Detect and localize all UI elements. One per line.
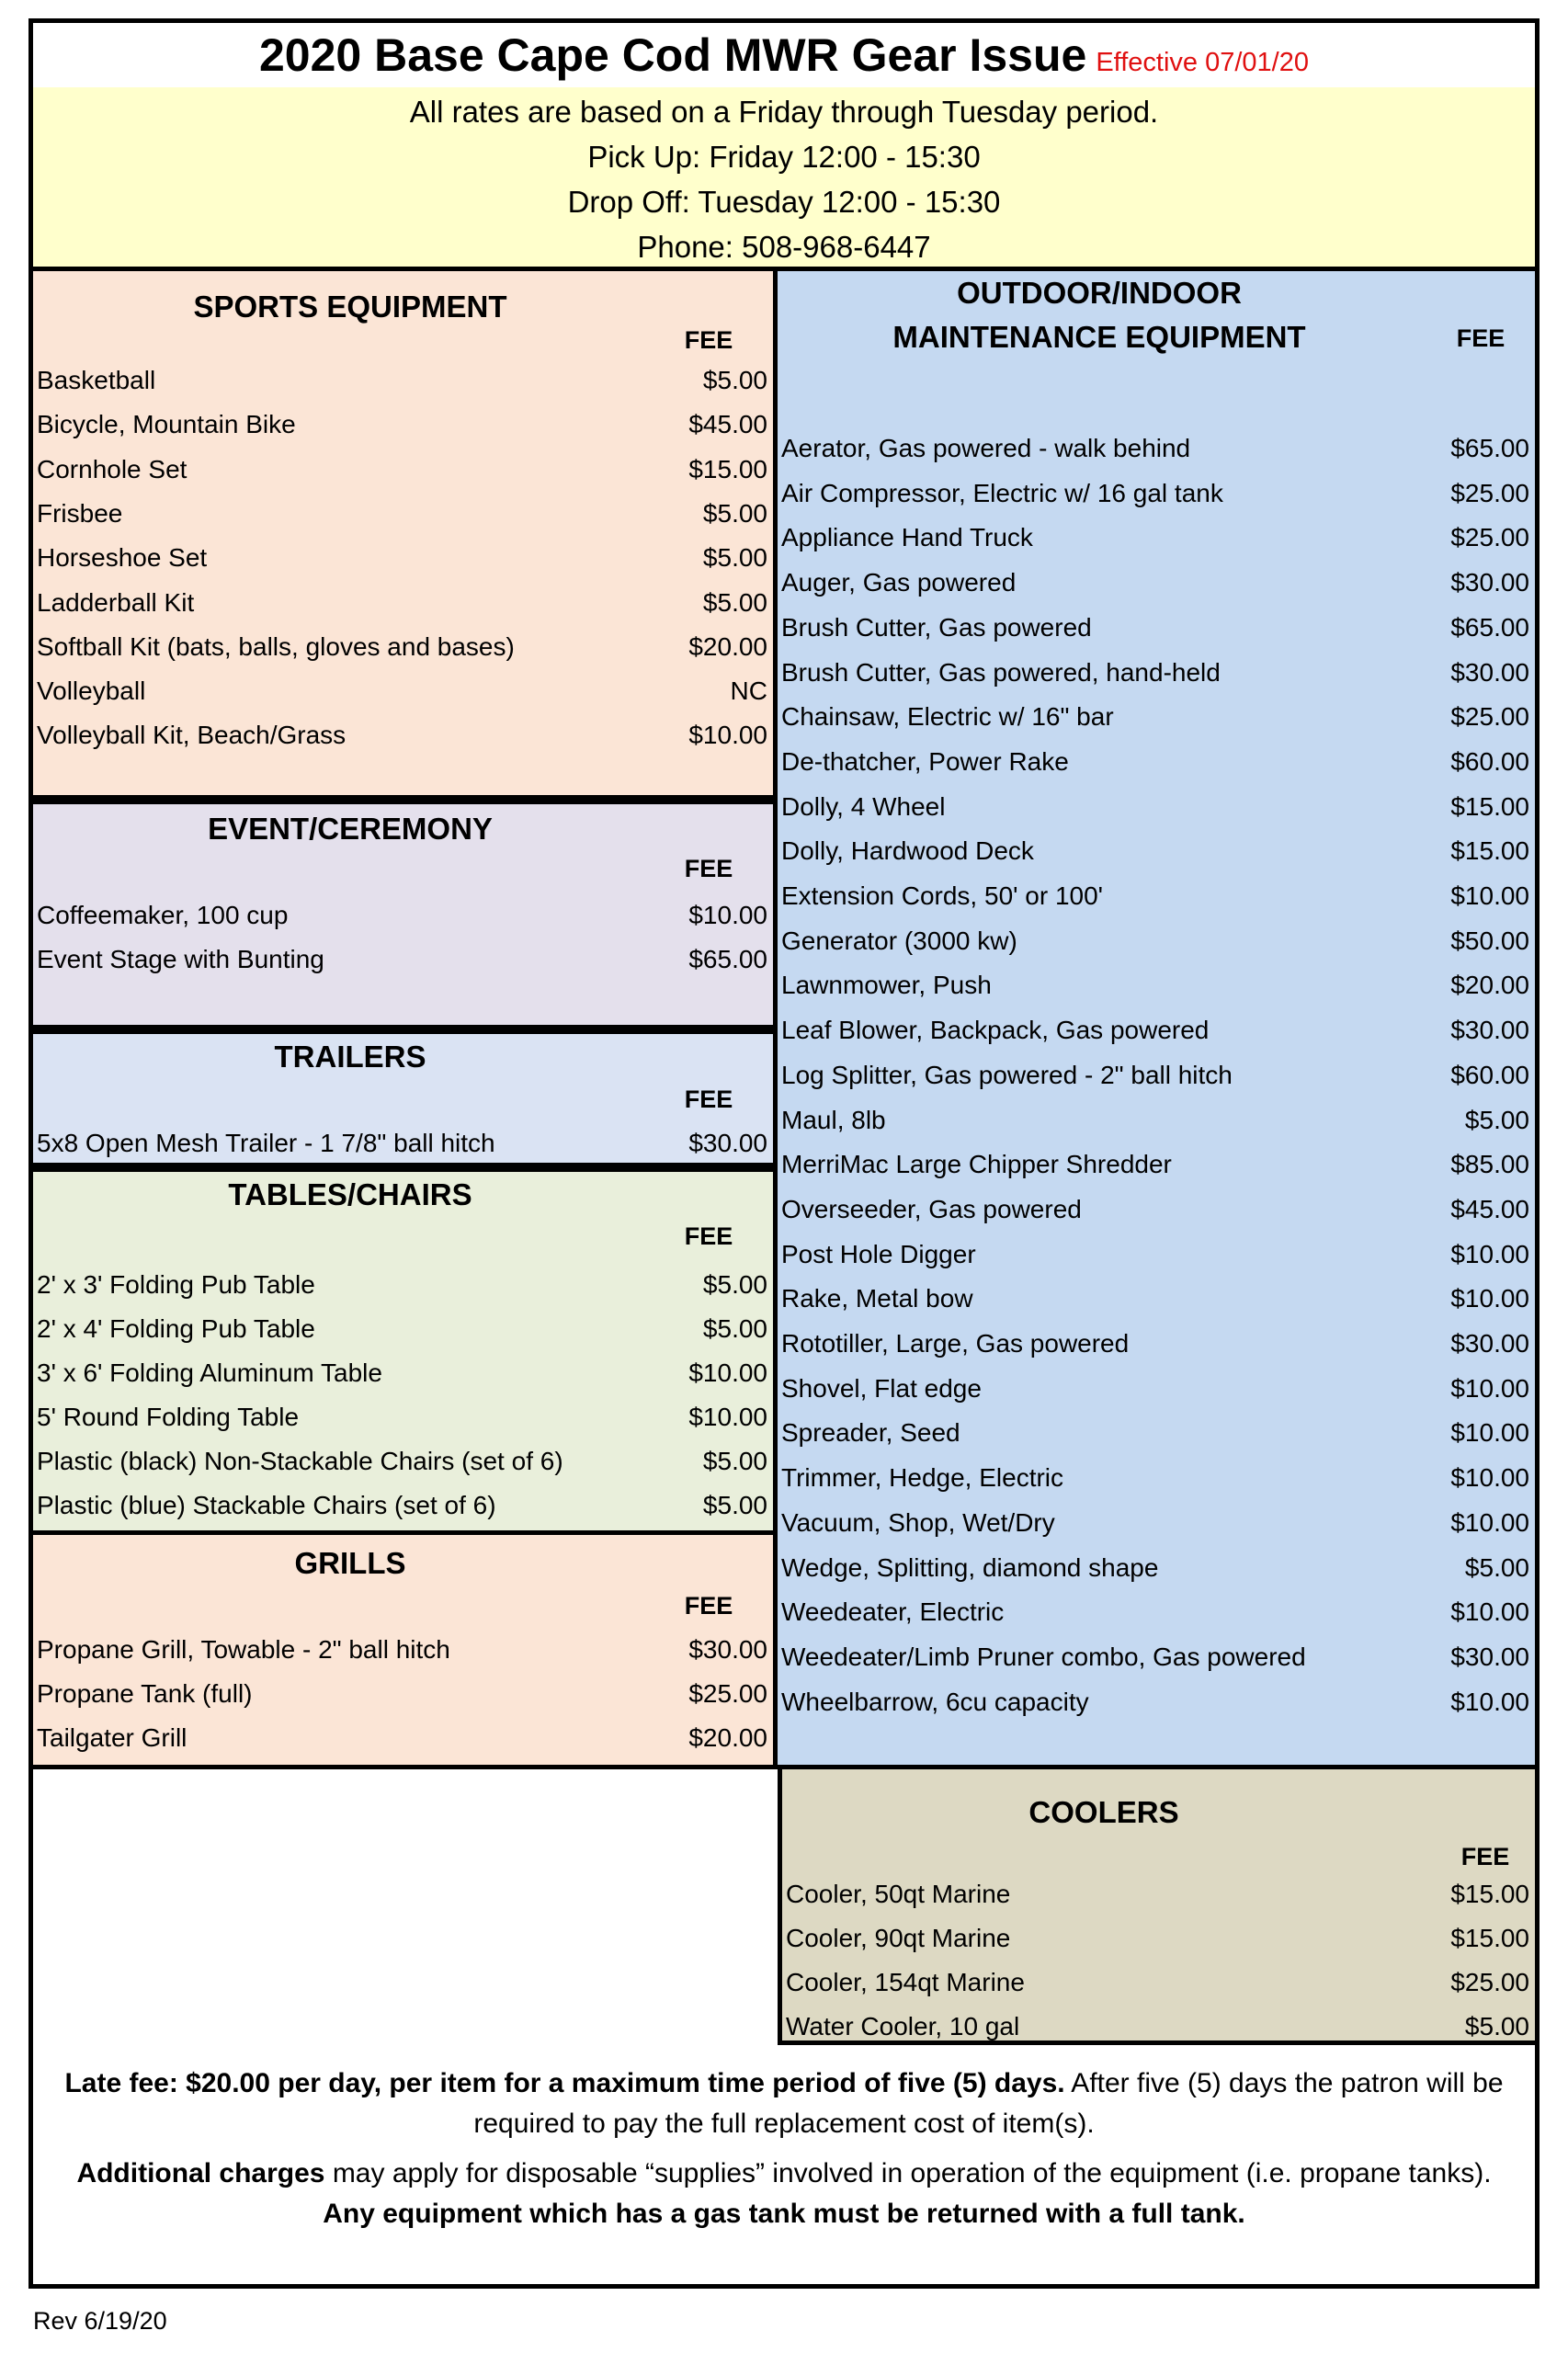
item-fee: $10.00: [688, 721, 767, 750]
fee-column-header: FEE: [684, 855, 733, 882]
section-title: COOLERS: [1028, 1795, 1179, 1829]
item-fee: $5.00: [1464, 1105, 1529, 1134]
item-fee: $65.00: [1450, 434, 1529, 462]
item-fee: $5.00: [1464, 2012, 1529, 2040]
item-fee: $25.00: [1450, 523, 1529, 552]
item-name: De-thatcher, Power Rake: [781, 746, 1069, 776]
list-item: [778, 741, 1535, 783]
list-item: [33, 1717, 773, 1759]
fee-column-header: FEE: [684, 1222, 733, 1250]
item-name: 5' Round Folding Table: [37, 1403, 300, 1431]
late-fee-note: [51, 2063, 1517, 2144]
item-fee: $50.00: [1450, 926, 1529, 955]
list-item: [33, 1673, 773, 1715]
item-name: Overseeder, Gas powered: [781, 1194, 1082, 1223]
item-fee: $5.00: [702, 1270, 767, 1299]
late-fee-bold: Late fee: $20.00 per day, per item for a maximum time period of five (5) days.: [64, 2068, 1065, 2098]
list-item: [778, 1233, 1535, 1276]
item-name: Cornhole Set: [37, 454, 187, 483]
list-item: [778, 427, 1535, 470]
item-fee: $30.00: [688, 1635, 767, 1664]
list-item: [33, 1352, 773, 1394]
phone-number: Phone: 508-968-6447: [637, 230, 931, 264]
section-title: SPORTS EQUIPMENT: [193, 290, 507, 324]
list-item: [778, 652, 1535, 694]
item-fee: $65.00: [688, 945, 767, 973]
item-name: Aerator, Gas powered - walk behind: [781, 434, 1191, 462]
item-name: Volleyball Kit, Beach/Grass: [37, 721, 347, 750]
item-name: Extension Cords, 50' or 100': [781, 881, 1103, 910]
item-fee: $30.00: [688, 1129, 767, 1157]
item-fee: $30.00: [1450, 657, 1529, 687]
list-item: [778, 1368, 1535, 1410]
list-item: [33, 449, 773, 491]
item-fee: $30.00: [1450, 1016, 1529, 1045]
item-fee: $45.00: [1450, 1194, 1529, 1223]
list-item: [778, 1143, 1535, 1186]
item-fee: $15.00: [688, 454, 767, 483]
item-name: Horseshoe Set: [37, 543, 208, 573]
list-item: [782, 1917, 1535, 1960]
list-item: [33, 359, 773, 402]
section-trailers: [33, 1029, 778, 1167]
item-name: Weedeater, Electric: [781, 1597, 1005, 1627]
list-item: [778, 696, 1535, 738]
list-item: [782, 1873, 1535, 1915]
item-fee: $10.00: [1450, 1418, 1529, 1448]
section-title-line1: OUTDOOR/INDOOR: [957, 276, 1242, 310]
fee-column-header: FEE: [684, 1592, 733, 1620]
list-item: [778, 1188, 1535, 1231]
list-item: [33, 1264, 773, 1306]
item-name: Brush Cutter, Gas powered, hand-held: [781, 657, 1221, 687]
item-name: Trimmer, Hedge, Electric: [781, 1463, 1064, 1493]
item-fee: $85.00: [1450, 1150, 1529, 1179]
item-name: Tailgater Grill: [37, 1723, 187, 1752]
item-fee: $60.00: [1450, 746, 1529, 776]
item-fee: $15.00: [1450, 1924, 1529, 1952]
item-name: Maul, 8lb: [781, 1105, 886, 1134]
list-item: [33, 1629, 773, 1671]
item-fee: $15.00: [1450, 836, 1529, 866]
item-fee: $10.00: [1450, 1284, 1529, 1313]
list-item: [778, 920, 1535, 962]
item-name: Water Cooler, 10 gal: [786, 2012, 1020, 2040]
fee-column-header: FEE: [1460, 1843, 1510, 1870]
item-fee: $20.00: [688, 631, 767, 661]
item-fee: $5.00: [702, 1447, 767, 1475]
item-name: Dolly, Hardwood Deck: [781, 836, 1034, 866]
item-name: 2' x 4' Folding Pub Table: [37, 1314, 315, 1343]
item-name: Rototiller, Large, Gas powered: [781, 1329, 1130, 1358]
item-name: Softball Kit (bats, balls, gloves and bases): [37, 631, 515, 661]
list-item: [778, 1412, 1535, 1454]
list-item: [33, 1308, 773, 1350]
list-item: [778, 1681, 1535, 1723]
item-name: Log Splitter, Gas powered - 2" ball hitch: [781, 1060, 1233, 1089]
item-name: Ladderball Kit: [37, 587, 195, 617]
item-fee: $5.00: [702, 498, 767, 528]
list-item: [33, 894, 773, 937]
list-item: [33, 537, 773, 579]
item-name: Post Hole Digger: [781, 1239, 976, 1268]
item-name: Appliance Hand Truck: [781, 523, 1033, 552]
list-item: [778, 964, 1535, 1006]
item-fee: $10.00: [1450, 1597, 1529, 1627]
item-fee: $30.00: [1450, 1642, 1529, 1671]
list-item: [778, 607, 1535, 649]
item-name: Coffeemaker, 100 cup: [37, 901, 289, 929]
item-name: Plastic (blue) Stackable Chairs (set of 6): [37, 1491, 496, 1519]
list-item: [778, 517, 1535, 559]
section-grills: [33, 1530, 778, 1769]
list-item: [33, 938, 773, 981]
item-name: Auger, Gas powered: [781, 568, 1017, 597]
section-title: EVENT/CEREMONY: [208, 812, 493, 846]
item-fee: $15.00: [1450, 1880, 1529, 1908]
item-name: Dolly, 4 Wheel: [781, 791, 946, 821]
item-fee: $5.00: [702, 366, 767, 394]
item-fee: $10.00: [688, 1403, 767, 1431]
section-tables-chairs: [33, 1167, 778, 1535]
list-item: [33, 582, 773, 624]
item-name: Vacuum, Shop, Wet/Dry: [781, 1507, 1055, 1537]
item-name: Lawnmower, Push: [781, 971, 992, 1000]
list-item: [33, 1484, 773, 1527]
list-item: [778, 562, 1535, 604]
list-item: [782, 1961, 1535, 2004]
item-name: Cooler, 154qt Marine: [786, 1968, 1025, 1996]
list-item: [33, 404, 773, 446]
section-sports-equipment: [33, 271, 778, 800]
section-title: GRILLS: [294, 1546, 406, 1580]
item-name: Volleyball: [37, 676, 146, 706]
additional-charges-detail: may apply for disposable “supplies” involved in operation of the equipment (i.e. propane tanks).: [324, 2158, 1492, 2188]
item-fee: $10.00: [1450, 1463, 1529, 1493]
page-title: 2020 Base Cape Cod MWR Gear Issue: [259, 29, 1087, 81]
gear-issue-sheet: [28, 18, 1540, 2289]
item-fee: NC: [730, 676, 767, 706]
item-fee: $25.00: [1450, 478, 1529, 507]
item-name: Rake, Metal bow: [781, 1284, 973, 1313]
section-event-ceremony: [33, 800, 778, 1029]
effective-date: Effective 07/01/20: [1096, 48, 1309, 77]
list-item: [778, 1099, 1535, 1142]
list-item: [778, 1278, 1535, 1320]
section-title: [778, 271, 1421, 359]
item-name: MerriMac Large Chipper Shredder: [781, 1150, 1172, 1179]
item-name: Event Stage with Bunting: [37, 945, 324, 973]
item-name: Spreader, Seed: [781, 1418, 960, 1448]
item-name: Air Compressor, Electric w/ 16 gal tank: [781, 478, 1223, 507]
list-item: [778, 1009, 1535, 1051]
list-item: [778, 1054, 1535, 1097]
item-fee: $25.00: [688, 1679, 767, 1708]
list-item: [778, 472, 1535, 515]
item-fee: $5.00: [702, 543, 767, 573]
item-name: Propane Grill, Towable - 2" ball hitch: [37, 1635, 450, 1664]
title-bar: [33, 23, 1535, 87]
item-fee: $25.00: [1450, 1968, 1529, 1996]
rental-info-box: [33, 87, 1535, 271]
list-item: [782, 2006, 1535, 2048]
gas-tank-note: Any equipment which has a gas tank must be returned with a full tank.: [323, 2199, 1245, 2229]
list-item: [778, 786, 1535, 828]
item-fee: $30.00: [1450, 1329, 1529, 1358]
fee-column-header: FEE: [684, 1086, 733, 1113]
pickup-time: Pick Up: Friday 12:00 - 15:30: [587, 140, 981, 174]
item-name: Frisbee: [37, 498, 123, 528]
item-fee: $5.00: [702, 1314, 767, 1343]
section-outdoor-indoor-maintenance: [778, 271, 1535, 1769]
additional-charges-note: [51, 2154, 1517, 2234]
list-item: [33, 626, 773, 668]
item-fee: $10.00: [688, 901, 767, 929]
section-coolers: [778, 1765, 1535, 2045]
item-fee: $10.00: [1450, 1687, 1529, 1716]
list-item: [778, 1323, 1535, 1365]
list-item: [33, 1440, 773, 1483]
item-fee: $20.00: [1450, 971, 1529, 1000]
list-item: [778, 1457, 1535, 1499]
item-fee: $20.00: [688, 1723, 767, 1752]
item-name: 5x8 Open Mesh Trailer - 1 7/8" ball hitch: [37, 1129, 495, 1157]
item-name: Shovel, Flat edge: [781, 1373, 982, 1403]
list-item: [778, 1591, 1535, 1633]
list-item: [33, 493, 773, 535]
revision-date: Rev 6/19/20: [33, 2307, 167, 2335]
item-name: Wedge, Splitting, diamond shape: [781, 1552, 1159, 1582]
item-name: Weedeater/Limb Pruner combo, Gas powered: [781, 1642, 1306, 1671]
fee-column-header: FEE: [684, 326, 733, 354]
dropoff-time: Drop Off: Tuesday 12:00 - 15:30: [567, 185, 1001, 219]
item-name: Basketball: [37, 366, 156, 394]
item-fee: $5.00: [702, 587, 767, 617]
item-name: Generator (3000 kw): [781, 926, 1017, 955]
section-title: TABLES/CHAIRS: [228, 1177, 472, 1211]
additional-charges-bold: Additional charges: [76, 2158, 325, 2188]
item-fee: $30.00: [1450, 568, 1529, 597]
item-fee: $5.00: [1464, 1552, 1529, 1582]
item-name: Bicycle, Mountain Bike: [37, 410, 296, 439]
item-name: Propane Tank (full): [37, 1679, 253, 1708]
item-fee: $10.00: [1450, 1373, 1529, 1403]
list-item: [778, 1636, 1535, 1678]
section-title: TRAILERS: [274, 1040, 426, 1074]
footer-notes: [33, 2063, 1535, 2244]
list-item: [33, 714, 773, 756]
item-fee: $15.00: [1450, 791, 1529, 821]
item-fee: $45.00: [688, 410, 767, 439]
section-title-line2: MAINTENANCE EQUIPMENT: [892, 320, 1306, 354]
list-item: [33, 670, 773, 712]
list-item: [33, 1122, 773, 1165]
fee-column-header: FEE: [1456, 324, 1506, 352]
item-name: Brush Cutter, Gas powered: [781, 612, 1092, 642]
item-name: Chainsaw, Electric w/ 16" bar: [781, 702, 1114, 732]
item-fee: $10.00: [1450, 1239, 1529, 1268]
item-name: Cooler, 50qt Marine: [786, 1880, 1011, 1908]
item-fee: $60.00: [1450, 1060, 1529, 1089]
list-item: [33, 1396, 773, 1438]
late-fee-detail: After five (5) days the patron will be required to pay the full replacement cost of item(s).: [473, 2068, 1504, 2139]
item-fee: $10.00: [1450, 881, 1529, 910]
item-fee: $5.00: [702, 1491, 767, 1519]
item-name: Plastic (black) Non-Stackable Chairs (set of 6): [37, 1447, 563, 1475]
list-item: [778, 875, 1535, 917]
item-fee: $10.00: [1450, 1507, 1529, 1537]
item-fee: $25.00: [1450, 702, 1529, 732]
item-name: 3' x 6' Folding Aluminum Table: [37, 1358, 382, 1387]
list-item: [778, 1502, 1535, 1544]
item-fee: $10.00: [688, 1358, 767, 1387]
item-fee: $65.00: [1450, 612, 1529, 642]
list-item: [778, 830, 1535, 872]
list-item: [778, 1547, 1535, 1589]
item-name: 2' x 3' Folding Pub Table: [37, 1270, 315, 1299]
item-name: Cooler, 90qt Marine: [786, 1924, 1011, 1952]
item-name: Wheelbarrow, 6cu capacity: [781, 1687, 1089, 1716]
rate-period-note: All rates are based on a Friday through Tuesday period.: [409, 95, 1159, 129]
item-name: Leaf Blower, Backpack, Gas powered: [781, 1016, 1210, 1045]
